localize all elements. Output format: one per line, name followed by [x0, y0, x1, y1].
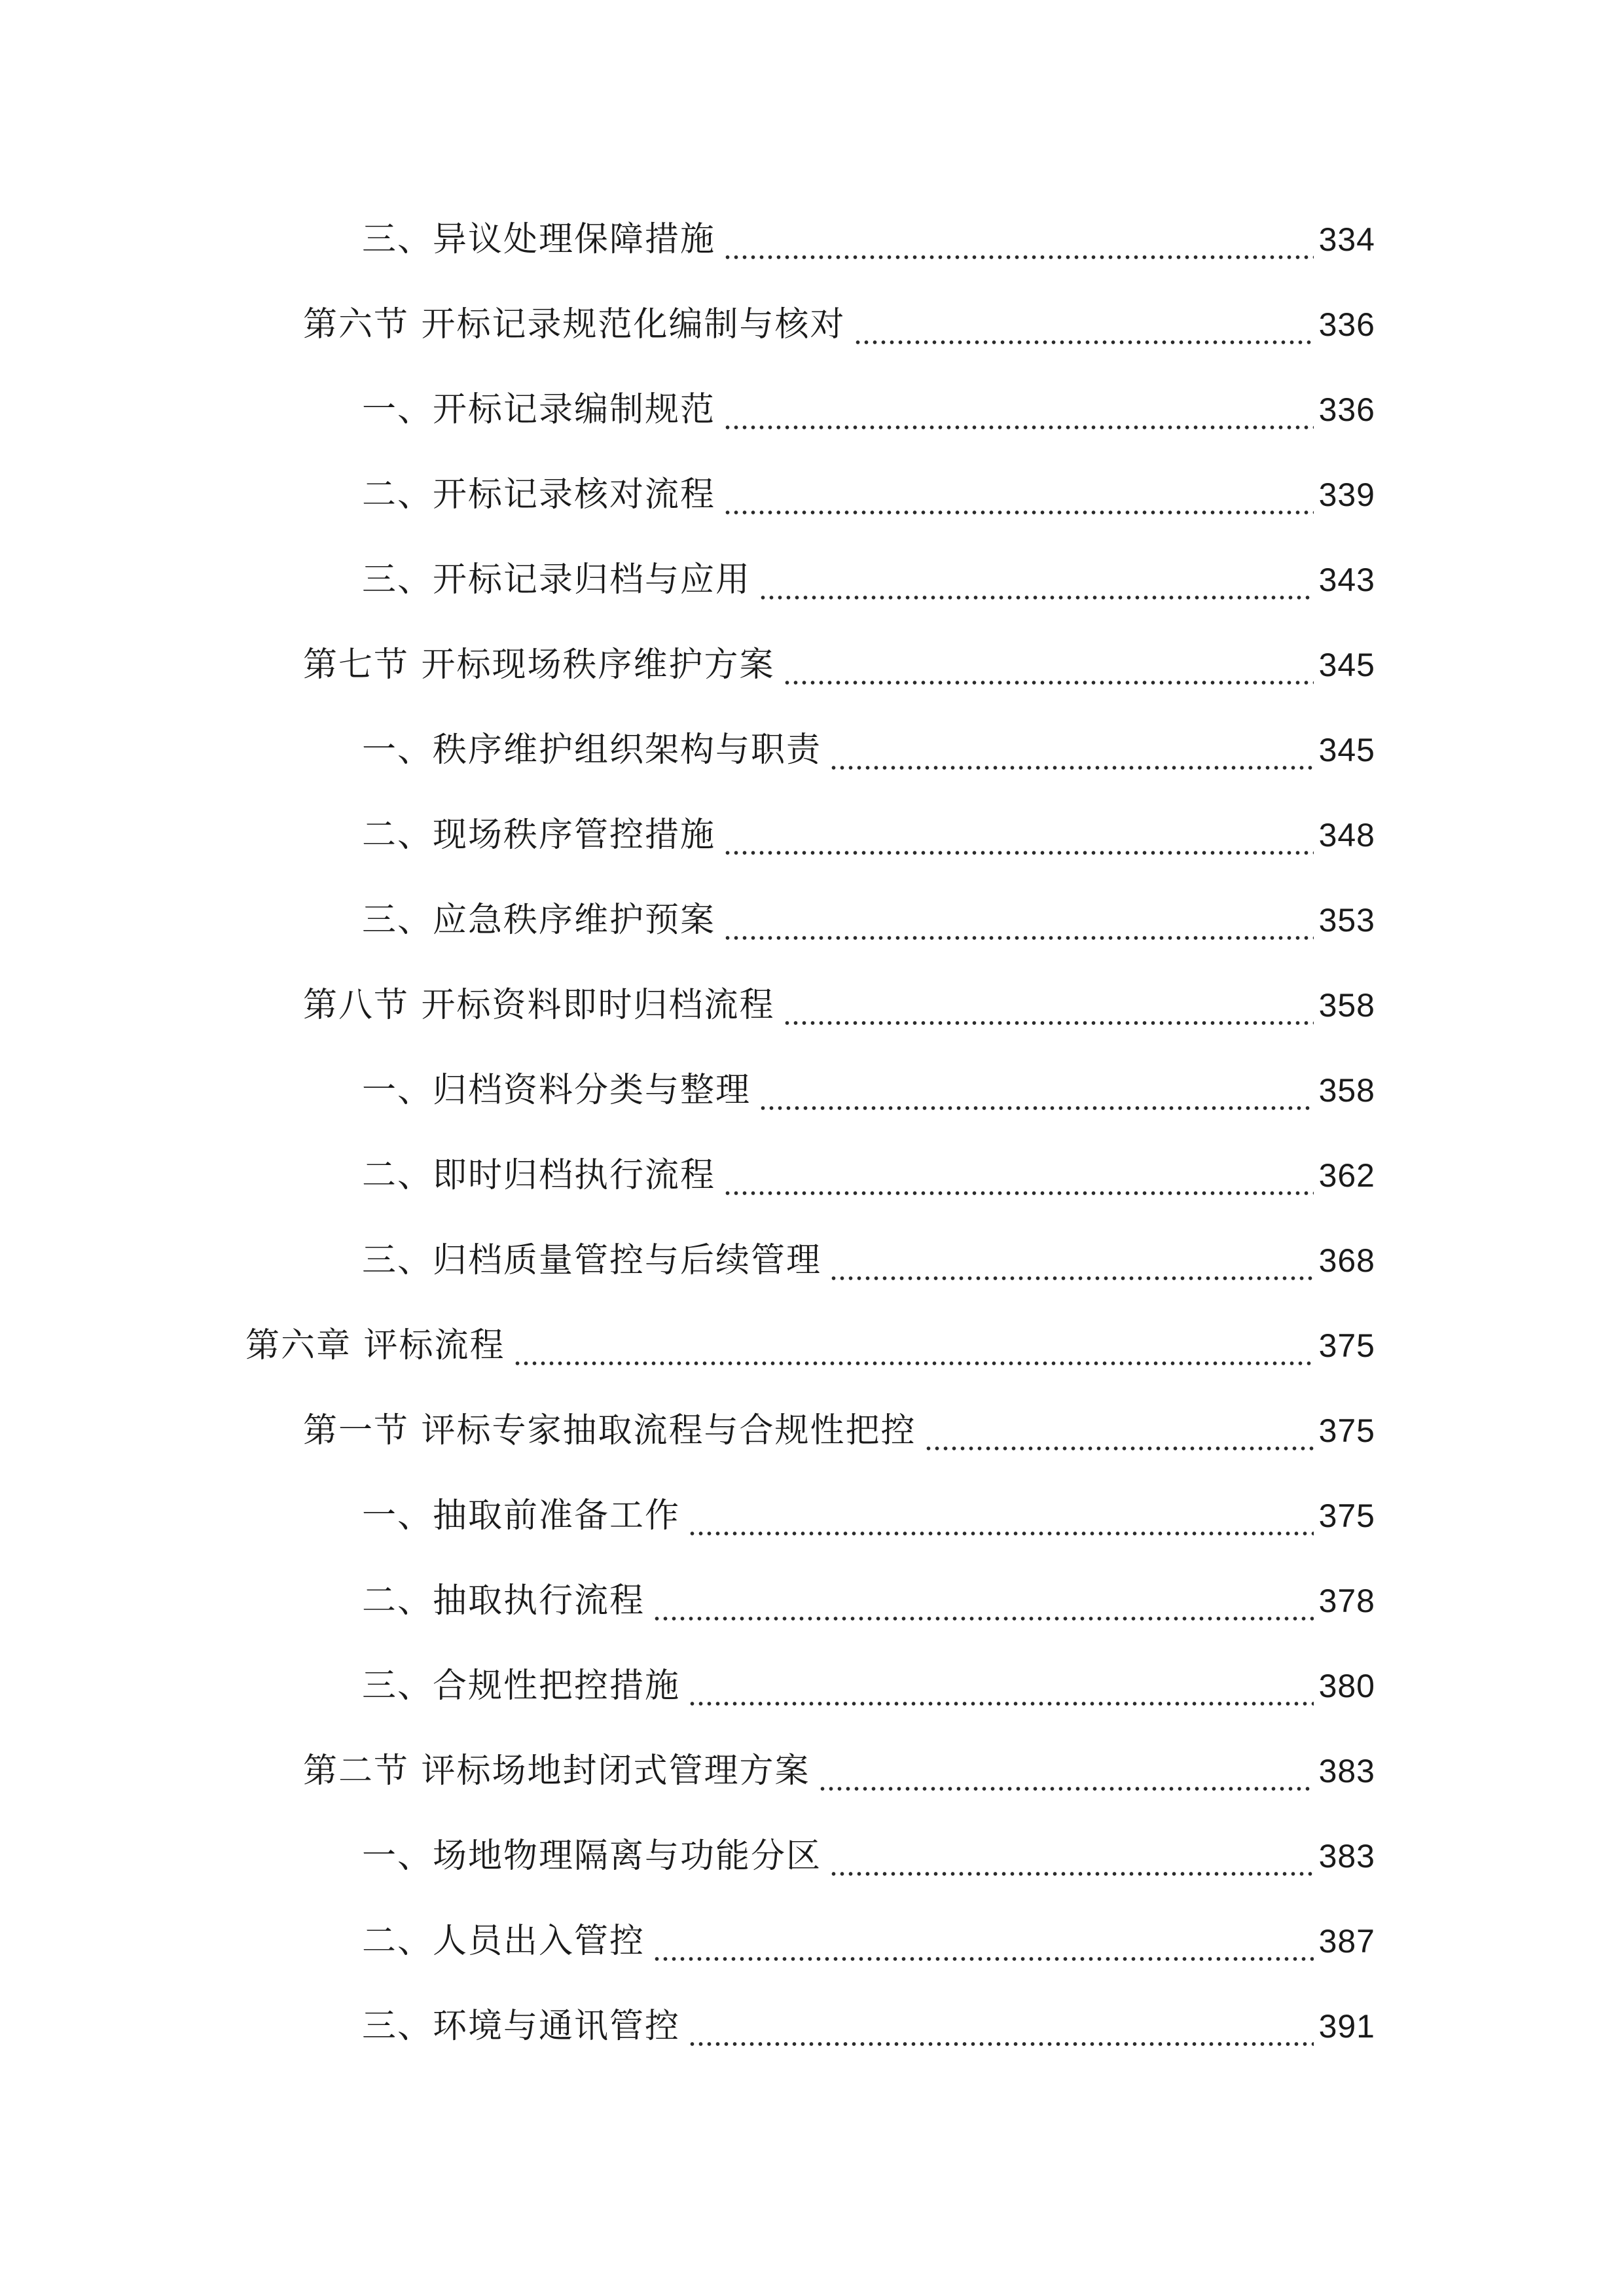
toc-entry[interactable] [362, 1234, 1375, 1287]
dot-leader [759, 554, 1314, 606]
toc-entry[interactable] [362, 809, 1375, 861]
toc-entry-page: 375 [1318, 1412, 1375, 1449]
toc-entry[interactable] [362, 1575, 1375, 1627]
toc-entry-page: 375 [1318, 1327, 1375, 1364]
toc-entry-page: 383 [1318, 1838, 1375, 1874]
toc-entry-page: 348 [1318, 817, 1375, 853]
toc-entry-page: 380 [1318, 1668, 1375, 1704]
toc-entry-title: 第六节 开标记录规范化编制与核对 [303, 305, 846, 344]
toc-entry-title: 三、合规性把控措施 [362, 1666, 681, 1706]
toc-entry[interactable] [362, 384, 1375, 436]
dot-leader [688, 1660, 1314, 1712]
toc-entry-page: 334 [1318, 221, 1375, 258]
toc-entry[interactable] [362, 724, 1375, 776]
toc-entry-title: 三、应急秩序维护预案 [362, 901, 716, 940]
toc-entry[interactable] [303, 1745, 1375, 1797]
toc-entry[interactable] [303, 1405, 1375, 1457]
toc-entry-page: 368 [1318, 1242, 1375, 1279]
toc-entry[interactable] [362, 1830, 1375, 1882]
toc-entry-page: 339 [1318, 476, 1375, 513]
dot-leader [653, 1575, 1314, 1627]
toc-entry-title: 一、场地物理隔离与功能分区 [362, 1837, 822, 1876]
dot-leader [818, 1745, 1314, 1797]
dot-leader [723, 1149, 1314, 1202]
toc-entry-page: 353 [1318, 902, 1375, 939]
toc-entry[interactable] [362, 1490, 1375, 1542]
toc-entry-title: 第二节 评标场地封闭式管理方案 [303, 1751, 810, 1791]
toc-entry-page: 362 [1318, 1157, 1375, 1194]
toc-entry-page: 383 [1318, 1753, 1375, 1789]
toc-entry-page: 336 [1318, 306, 1375, 343]
toc-entry-page: 391 [1318, 2008, 1375, 2045]
toc-entry-page: 358 [1318, 1072, 1375, 1109]
toc-entry-page: 387 [1318, 1923, 1375, 1960]
toc-entry[interactable] [362, 1660, 1375, 1712]
toc-entry[interactable] [362, 469, 1375, 521]
dot-leader [759, 1064, 1314, 1117]
toc-entry-title: 一、归档资料分类与整理 [362, 1071, 751, 1110]
dot-leader [723, 809, 1314, 861]
toc-entry-title: 二、开标记录核对流程 [362, 475, 716, 514]
toc-entry-title: 二、抽取执行流程 [362, 1581, 645, 1621]
toc-entry[interactable] [362, 2000, 1375, 2053]
dot-leader [924, 1405, 1314, 1457]
toc-entry[interactable] [362, 1915, 1375, 1967]
toc-entry-page: 336 [1318, 391, 1375, 428]
toc-entry-chapter[interactable] [245, 1319, 1375, 1372]
dot-leader [513, 1319, 1314, 1372]
toc-entry[interactable] [362, 894, 1375, 946]
toc-entry-page: 375 [1318, 1498, 1375, 1534]
dot-leader [829, 1830, 1314, 1882]
toc-entry[interactable] [362, 1064, 1375, 1117]
toc-entry-title: 三、归档质量管控与后续管理 [362, 1241, 822, 1280]
dot-leader [829, 1234, 1314, 1287]
toc-entry-title: 第一节 评标专家抽取流程与合规性把控 [303, 1411, 916, 1450]
toc-entry[interactable] [362, 554, 1375, 606]
toc-entry-title: 二、人员出入管控 [362, 1922, 645, 1961]
toc-entry-title: 二、现场秩序管控措施 [362, 816, 716, 855]
toc-entry-title: 三、开标记录归档与应用 [362, 560, 751, 600]
toc-entry[interactable] [303, 979, 1375, 1031]
toc-entry-title: 一、抽取前准备工作 [362, 1496, 681, 1535]
toc-entry-title: 第六章 评标流程 [245, 1326, 505, 1365]
toc-entry-page: 345 [1318, 647, 1375, 683]
dot-leader [783, 979, 1314, 1031]
toc-entry-title: 一、秩序维护组织架构与职责 [362, 730, 822, 770]
dot-leader [723, 469, 1314, 521]
dot-leader [723, 384, 1314, 436]
toc-entry-title: 三、异议处理保障措施 [362, 220, 716, 259]
toc-entry-page: 345 [1318, 732, 1375, 768]
toc-entry-page: 343 [1318, 562, 1375, 598]
toc-entry[interactable] [362, 213, 1375, 266]
toc-entry-page: 378 [1318, 1583, 1375, 1619]
toc-entry[interactable] [362, 1149, 1375, 1202]
toc-entry-page: 358 [1318, 987, 1375, 1024]
toc-entry[interactable] [303, 639, 1375, 691]
dot-leader [723, 894, 1314, 946]
dot-leader [688, 1490, 1314, 1542]
toc-entry[interactable] [303, 298, 1375, 351]
dot-leader [854, 298, 1314, 351]
toc-entry-title: 第七节 开标现场秩序维护方案 [303, 645, 775, 685]
toc-entry-title: 第八节 开标资料即时归档流程 [303, 986, 775, 1025]
dot-leader [783, 639, 1314, 691]
toc-entry-title: 二、即时归档执行流程 [362, 1156, 716, 1195]
dot-leader [829, 724, 1314, 776]
dot-leader [723, 213, 1314, 266]
dot-leader [688, 2000, 1314, 2053]
dot-leader [653, 1915, 1314, 1967]
toc-entry-title: 三、环境与通讯管控 [362, 2007, 681, 2046]
toc-entry-title: 一、开标记录编制规范 [362, 390, 716, 429]
